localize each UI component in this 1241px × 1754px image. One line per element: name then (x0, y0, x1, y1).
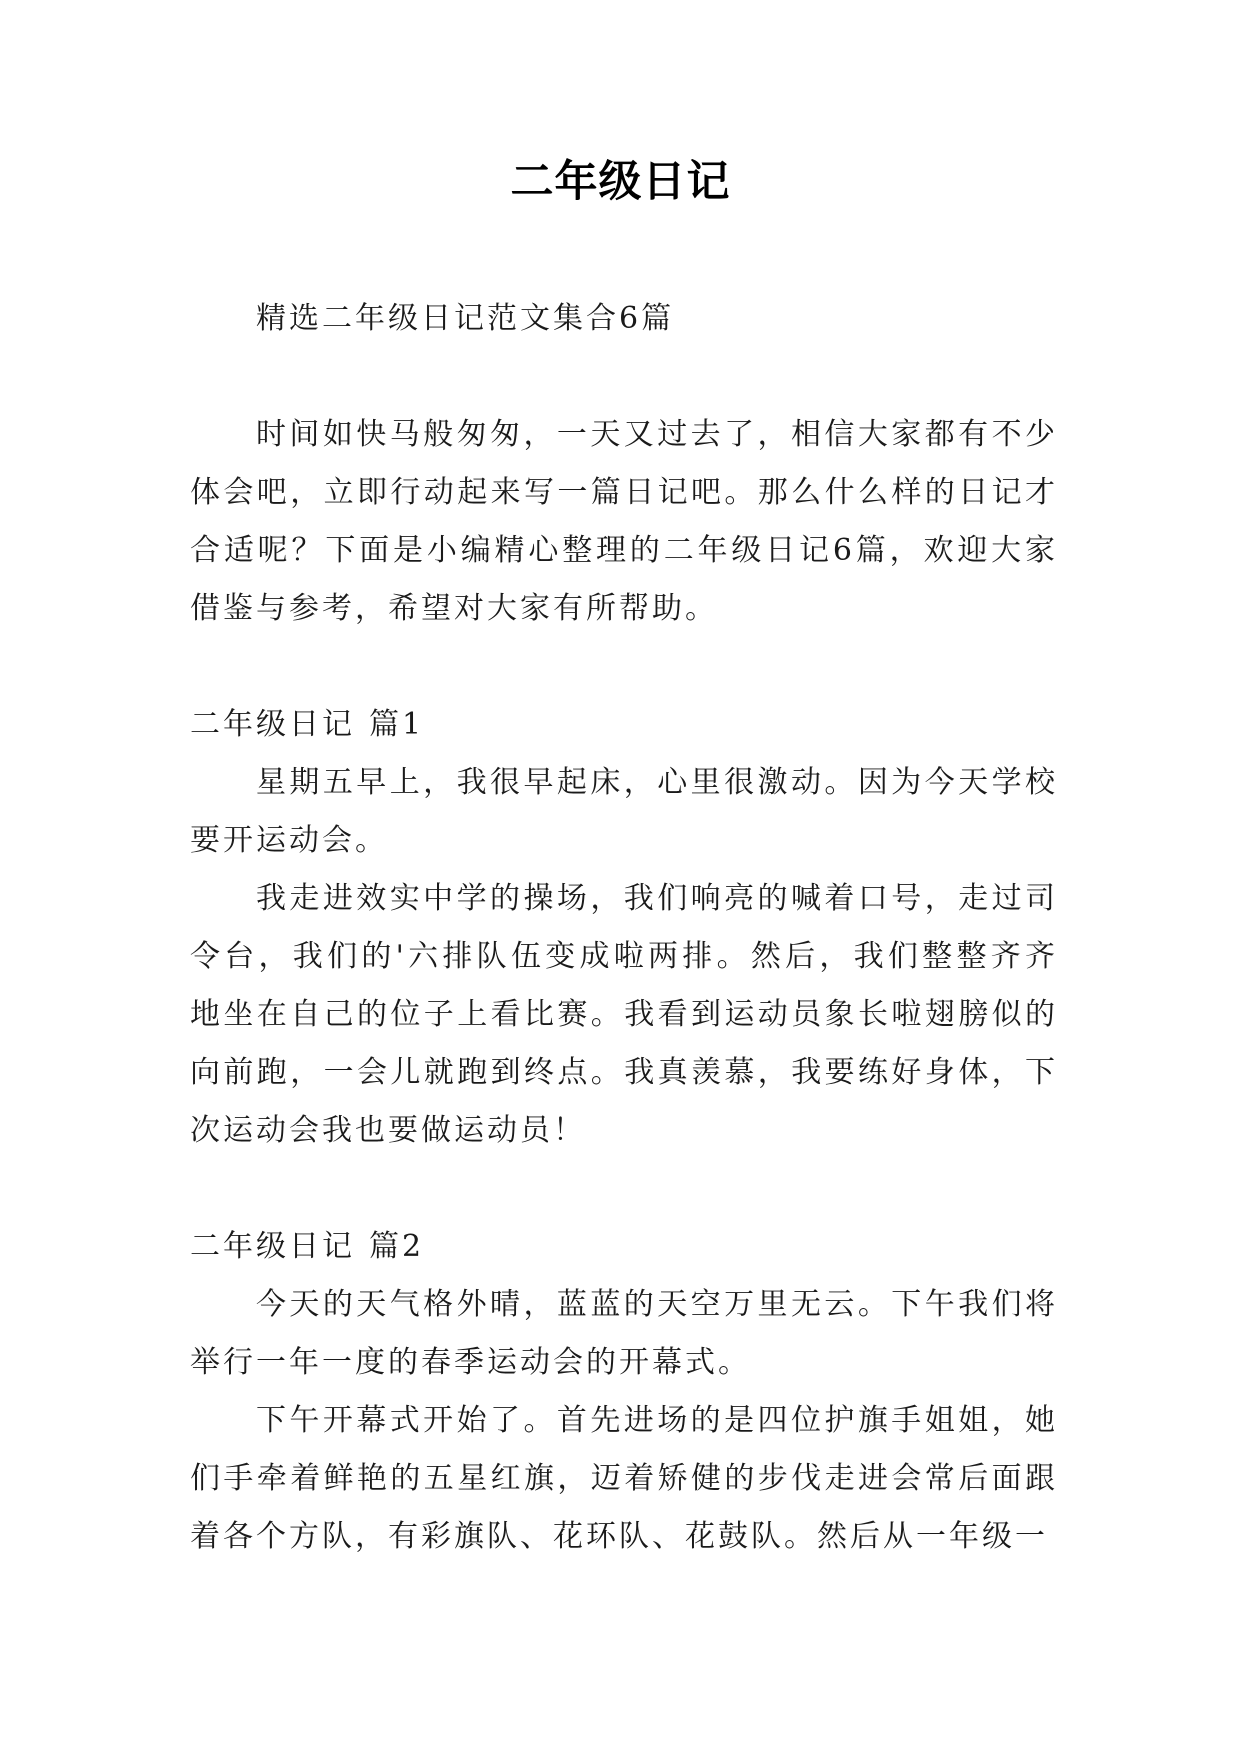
section-number: 篇2 (369, 1229, 425, 1264)
section-heading-text: 二年级日记 (190, 707, 355, 742)
section-paragraph: 星期五早上，我很早起床，心里很激动。因为今天学校要开运动会。 (190, 765, 1058, 858)
section-heading (190, 1218, 1058, 1276)
section-2 (190, 1218, 1058, 1566)
section-paragraph: 我走进效实中学的操场，我们响亮的喊着口号，走过司令台，我们的'六排队伍变成啦两排。然后，我们整整齐齐地坐在自己的位子上看比赛。我看到运动员象长啦翅膀似的向前跑，一会儿就跑到终点。我真羡慕，我要练好身体，下次运动会我也要做运动员！ (190, 881, 1058, 1148)
document-title: 二年级日记 (510, 157, 731, 207)
document-body (190, 290, 1058, 1566)
section-paragraph: 下午开幕式开始了。首先进场的是四位护旗手姐姐，她们手牵着鲜艳的五星红旗，迈着矫健的步伐走进会常后面跟着各个方队，有彩旗队、花环队、花鼓队。然后从一年级一 (190, 1403, 1058, 1554)
subtitle: 精选二年级日记范文集合6篇 (256, 301, 675, 336)
section-paragraph: 今天的天气格外晴，蓝蓝的天空万里无云。下午我们将举行一年一度的春季运动会的开幕式。 (190, 1287, 1058, 1380)
section-number: 篇1 (369, 707, 425, 742)
section-1 (190, 696, 1058, 1160)
section-heading (190, 696, 1058, 754)
section-heading-text: 二年级日记 (190, 1229, 355, 1264)
intro-paragraph: 时间如快马般匆匆，一天又过去了，相信大家都有不少体会吧，立即行动起来写一篇日记吧。那么什么样的日记才合适呢？下面是小编精心整理的二年级日记6篇，欢迎大家借鉴与参考，希望对大家有所帮助。 (190, 417, 1058, 626)
